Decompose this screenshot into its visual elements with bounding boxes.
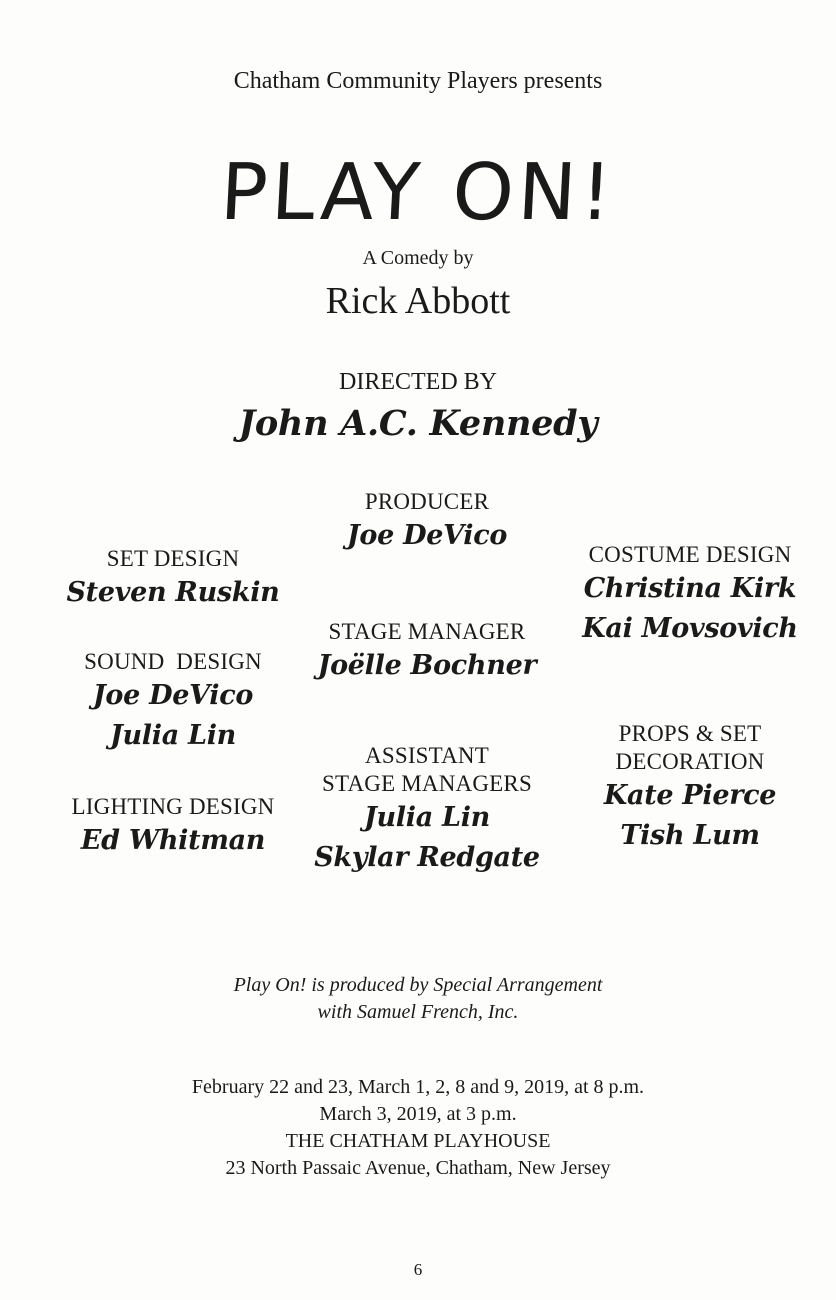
credit-label: COSTUME DESIGN	[588, 542, 792, 567]
credit-name: Joëlle Bochner	[317, 650, 537, 681]
credit-label: DECORATION	[615, 749, 765, 774]
director-name: John A.C. Kennedy	[238, 403, 598, 444]
credit-label: ASSISTANT	[365, 743, 489, 768]
director-label: DIRECTED BY	[339, 369, 497, 395]
set-design-credit	[40, 545, 306, 613]
credit-label: LIGHTING DESIGN	[71, 794, 275, 819]
date-line: February 22 and 23, March 1, 2, 8 and 9, 2019, at 8 p.m.	[191, 1076, 645, 1098]
credit-name: Joe DeVico	[92, 680, 254, 711]
credit-name: Julia Lin	[110, 720, 236, 751]
byline-label: A Comedy by	[362, 247, 474, 269]
credit-label: PRODUCER	[364, 489, 490, 514]
page-number: 6	[413, 1260, 423, 1279]
credit-name: Kate Pierce	[603, 780, 777, 811]
performance-info	[0, 1074, 836, 1182]
credit-name: Kai Movsovich	[582, 613, 798, 644]
credit-label: STAGE MANAGERS	[322, 771, 532, 796]
note-line: Play On! is produced by Special Arrangement	[233, 974, 603, 996]
licensing-note	[0, 972, 836, 1026]
credit-label: SOUND DESIGN	[84, 649, 262, 674]
stage-manager-credit	[300, 618, 554, 686]
assistant-stage-managers-credit	[300, 742, 554, 878]
producer-credit	[300, 488, 554, 556]
venue-address: 23 North Passaic Avenue, Chatham, New Jersey	[225, 1157, 611, 1179]
credit-name: Julia Lin	[364, 802, 490, 833]
credit-label: STAGE MANAGER	[328, 619, 526, 644]
date-line: March 3, 2019, at 3 p.m.	[319, 1103, 517, 1125]
presenter-line: Chatham Community Players presents	[233, 68, 603, 94]
costume-design-credit	[560, 541, 820, 649]
credit-label: PROPS & SET	[618, 721, 762, 746]
credit-name: Steven Ruskin	[66, 577, 280, 608]
venue-name: THE CHATHAM PLAYHOUSE	[285, 1130, 551, 1152]
props-set-decoration-credit	[560, 720, 820, 856]
lighting-design-credit	[40, 793, 306, 861]
sound-design-credit	[40, 648, 306, 756]
credit-name: Joe DeVico	[346, 520, 508, 551]
author-name: Rick Abbott	[325, 280, 511, 322]
credit-name: Christina Kirk	[583, 573, 797, 604]
note-line: with Samuel French, Inc.	[317, 1001, 519, 1023]
play-title: PLAY ON!	[218, 148, 618, 238]
credit-name: Skylar Redgate	[314, 842, 540, 873]
credit-name: Tish Lum	[620, 820, 760, 851]
credit-label: SET DESIGN	[106, 546, 240, 571]
credit-name: Ed Whitman	[80, 825, 266, 856]
